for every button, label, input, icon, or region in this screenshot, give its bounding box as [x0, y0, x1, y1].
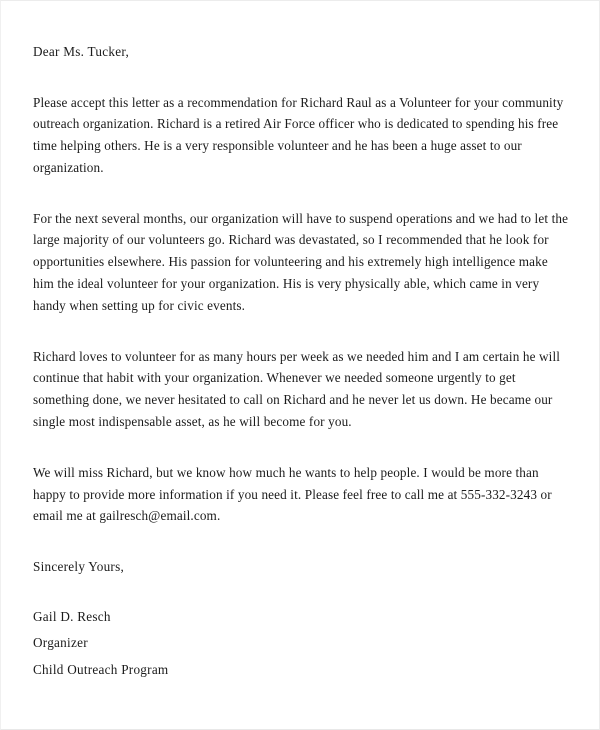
spacer — [33, 179, 573, 208]
letter-body — [33, 41, 573, 683]
paragraph-1: Please accept this letter as a recommendation for Richard Raul as a Volunteer for your community outreach organization. Richard is a retired Air Force officer who is dedicated to spending his free time helping others. He is a very responsible volunteer and he has been a huge asset to our organization. — [33, 94, 564, 175]
spacer — [33, 578, 573, 604]
spacer — [33, 433, 573, 462]
paragraph-4: We will miss Richard, but we know how much he wants to help people. I would be more than happy to provide more information if you need it. Please feel free to call me at 555-332-3243 or email me at gailresch@email.com. — [33, 464, 552, 524]
paragraph-3: Richard loves to volunteer for as many hours per week as we needed him and I am certain he will continue that habit with your organization. Whenever we needed someone urgently to get something done, we never hesitated to call on Richard and he never let us down. He became our single most indispensable asset, as he will become for you. — [33, 348, 561, 430]
signature-block — [33, 604, 573, 684]
paragraph-2: For the next several months, our organization will have to suspend operations and we had to let the large majority of our volunteers go. Richard was devastated, so I recommended that he look for opportunities elsewhere. His passion for volunteering and his extremely high intelligence make him the ideal volunteer for your organization. His is very physically able, which came in very handy when setting up for civic events. — [33, 210, 569, 313]
signer-organization: Child Outreach Program — [33, 661, 169, 677]
spacer — [33, 317, 573, 346]
spacer — [33, 63, 573, 92]
signer-name: Gail D. Resch — [33, 608, 111, 624]
signer-title: Organizer — [33, 635, 88, 651]
salutation: Dear Ms. Tucker, — [33, 44, 130, 59]
spacer — [33, 527, 573, 556]
closing-line: Sincerely Yours, — [33, 559, 125, 575]
